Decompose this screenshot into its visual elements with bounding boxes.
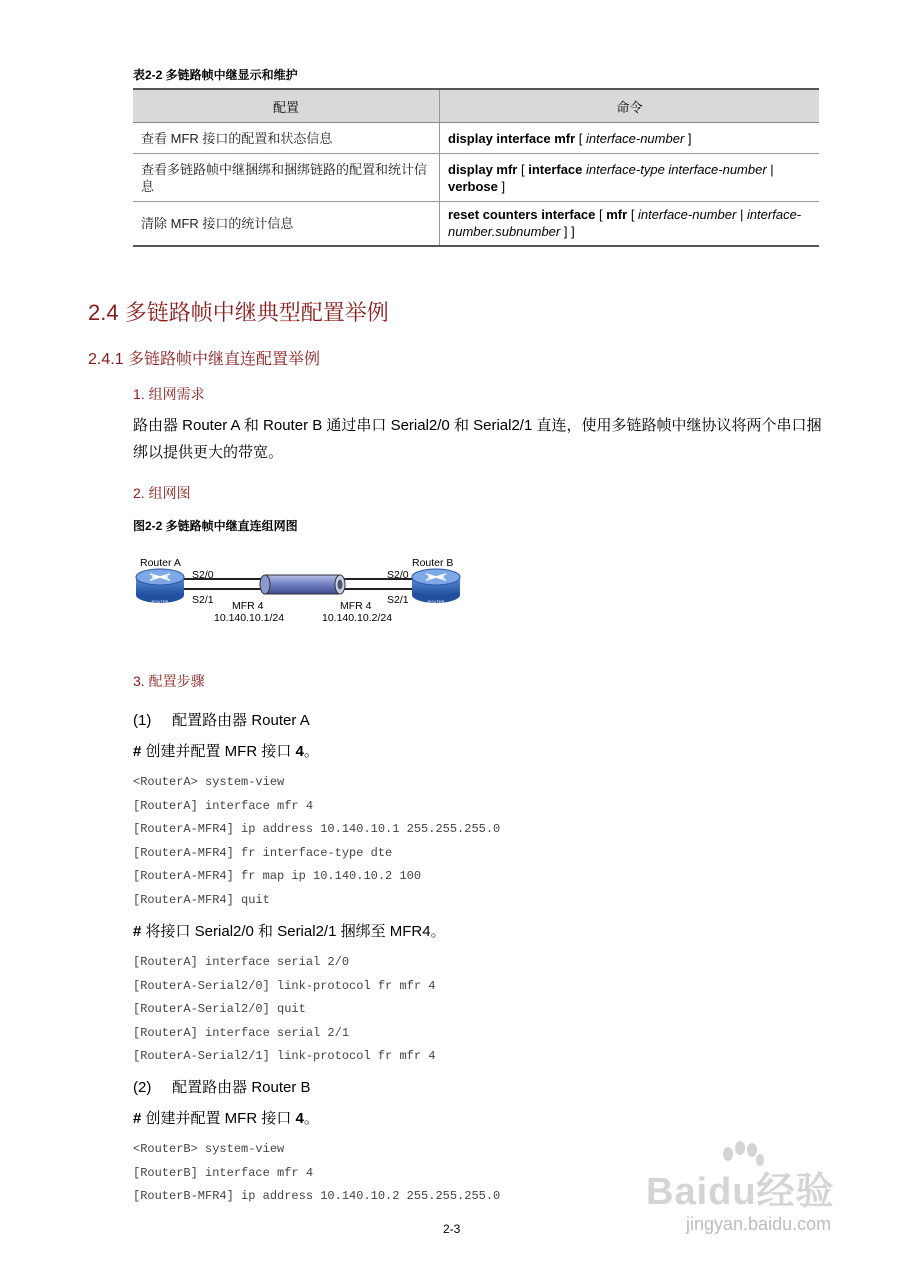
- watermark-url: jingyan.baidu.com: [686, 1214, 832, 1234]
- network-diagram: [130, 548, 475, 630]
- router-b-port-s20: S2/0: [387, 569, 409, 581]
- router-a-icon: [136, 569, 184, 604]
- subsection-title: 2.4.1 多链路帧中继直连配置举例: [88, 351, 321, 368]
- table-row: [133, 202, 819, 246]
- comment-bundle-serial: # 将接口 Serial2/0 和 Serial2/1 捆绑至 MFR4。: [133, 923, 446, 940]
- table-cell-desc: 查看多链路帧中继捆绑和捆绑链路的配置和统计信息: [133, 154, 440, 202]
- table-row: [133, 154, 819, 202]
- table-cell-desc: 查看 MFR 接口的配置和状态信息: [133, 123, 440, 154]
- mfr-bundle-icon: [260, 575, 345, 594]
- router-a-mfr-label: MFR 4: [232, 600, 264, 612]
- router-badge-b: ROUTER: [427, 599, 445, 604]
- step-2: (2) 配置路由器 Router B: [133, 1079, 311, 1096]
- heading-steps: 3. 配置步骤: [133, 673, 205, 689]
- requirements-text: 路由器 Router A 和 Router B 通过串口 Serial2/0 和 Serial2/1 直连，使用多链路帧中继协议将两个串口捆绑以提供更大的带宽。: [133, 417, 822, 461]
- column-header-config: 配置: [133, 89, 440, 123]
- router-a-port-s21: S2/1: [192, 594, 214, 606]
- section-title: 2.4 多链路帧中继典型配置举例: [88, 300, 389, 325]
- router-a-port-s20: S2/0: [192, 569, 214, 581]
- router-b-label: Router B: [412, 557, 454, 569]
- figure-caption: 图2-2 多链路帧中继直连组网图: [133, 519, 298, 533]
- heading-diagram: 2. 组网图: [133, 485, 191, 501]
- router-b-mfr-label: MFR 4: [340, 600, 372, 612]
- table-header-row: [133, 89, 819, 123]
- table-cell-command: display mfr [ interface interface-type interface-number | verbose ]: [440, 154, 820, 202]
- table-cell-desc: 清除 MFR 接口的统计信息: [133, 202, 440, 246]
- table-cell-command: display interface mfr [ interface-number ]: [440, 123, 820, 154]
- comment-create-mfr-b: # 创建并配置 MFR 接口 4。: [133, 1110, 319, 1127]
- table-caption: 表2-2 多链路帧中继显示和维护: [133, 68, 298, 82]
- table-cell-command: reset counters interface [ mfr [ interface-number | interface-number.subnumber ] ]: [440, 202, 820, 246]
- step-1: (1) 配置路由器 Router A: [133, 712, 310, 729]
- table-row: [133, 123, 819, 154]
- paw-icon: [716, 1140, 766, 1180]
- page-number: 2-3: [443, 1222, 461, 1236]
- code-block-router-a-serial: [RouterA] interface serial 2/0 [RouterA-Serial2/0] link-protocol fr mfr 4 [RouterA-Serial2/0] quit [RouterA] interface serial 2/1 [RouterA-Serial2/1] link-protocol fr mfr 4: [133, 955, 436, 1063]
- heading-requirements: 1. 组网需求: [133, 386, 205, 402]
- router-a-ip-label: 10.140.10.1/24: [214, 612, 285, 624]
- router-b-port-s21: S2/1: [387, 594, 409, 606]
- code-block-router-a-mfr: <RouterA> system-view [RouterA] interface mfr 4 [RouterA-MFR4] ip address 10.140.10.1 255.255.255.0 [RouterA-MFR4] fr interface-type dte [RouterA-MFR4] fr map ip 10.140.10.2 100 [RouterA-MFR4] quit: [133, 775, 501, 907]
- command-table: [133, 88, 819, 247]
- router-b-icon: [412, 569, 460, 604]
- watermark-logo: Baidu经验: [646, 1171, 835, 1213]
- code-block-router-b-mfr: <RouterB> system-view [RouterB] interface mfr 4 [RouterB-MFR4] ip address 10.140.10.2 255.255.255.0: [133, 1142, 501, 1203]
- router-badge-a: ROUTER: [151, 599, 169, 604]
- column-header-command: 命令: [440, 89, 820, 123]
- router-b-ip-label: 10.140.10.2/24: [322, 612, 393, 624]
- comment-create-mfr-a: # 创建并配置 MFR 接口 4。: [133, 743, 319, 760]
- router-a-label: Router A: [140, 557, 181, 569]
